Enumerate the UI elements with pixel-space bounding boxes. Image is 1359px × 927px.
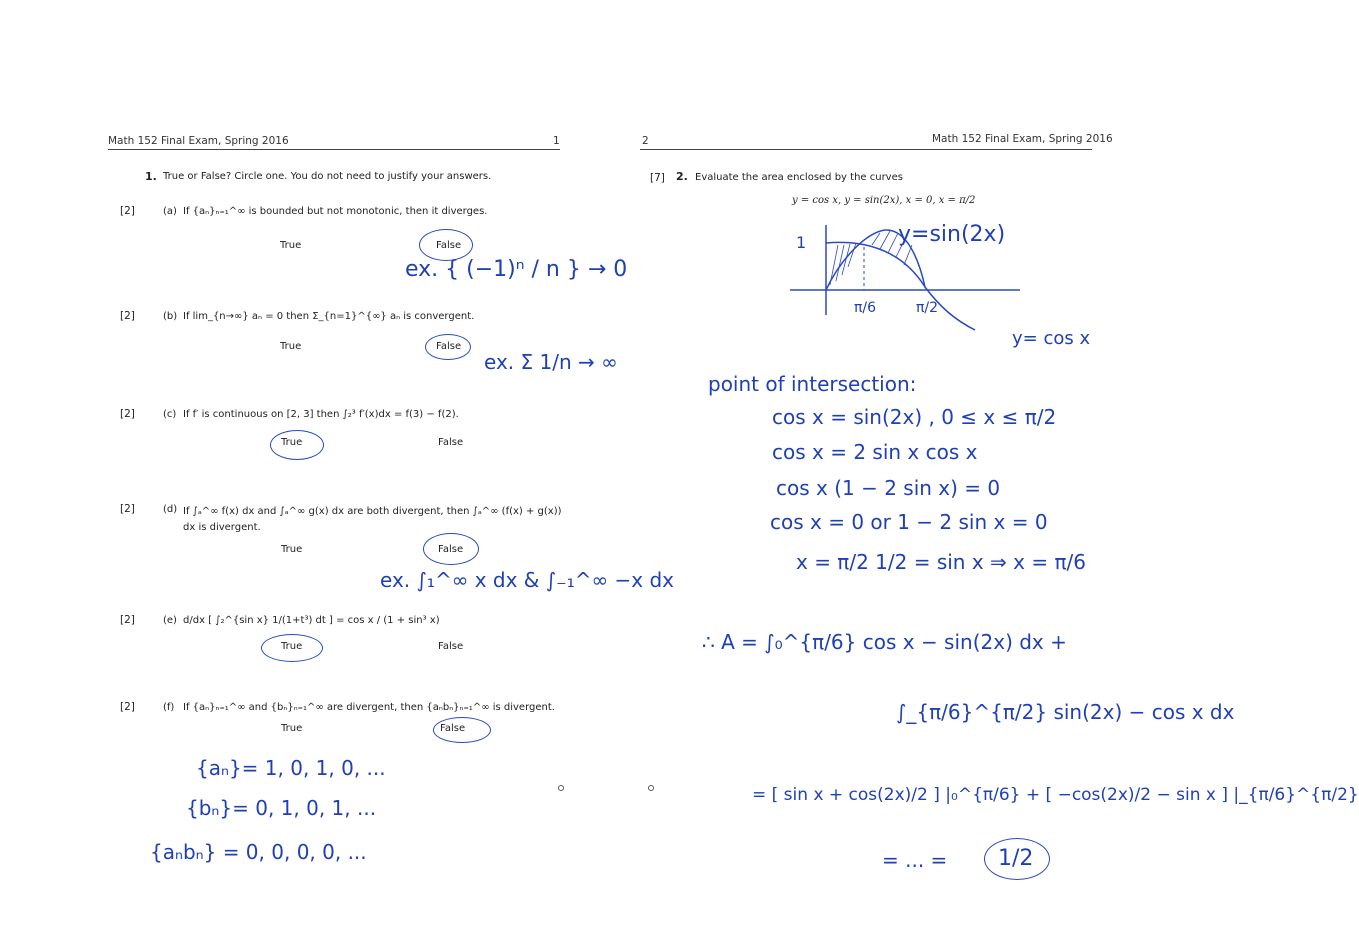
question-number: 1. <box>145 170 157 183</box>
part-points: [2] <box>120 310 135 322</box>
true-option[interactable]: True <box>281 437 303 448</box>
handwritten-example: ex. { (−1)ⁿ / n } → 0 <box>405 257 628 282</box>
work-line: = ... = <box>882 848 948 872</box>
work-line: = [ sin x + cos(2x)/2 ] |₀^{π/6} + [ −cos(2x)/2 − sin x ] |_{π/6}^{π/2} <box>752 785 1359 805</box>
page-number: 1 <box>553 135 560 147</box>
sin-curve-label: y=sin(2x) <box>898 222 1006 247</box>
part-label: (d) <box>163 504 178 515</box>
page-header-title: Math 152 Final Exam, Spring 2016 <box>108 135 289 147</box>
handwritten-sequence: {aₙbₙ} = 0, 0, 0, 0, ... <box>150 840 367 864</box>
false-option[interactable]: False <box>436 341 462 352</box>
true-option[interactable]: True <box>281 723 303 734</box>
handwritten-sequence: {bₙ}= 0, 1, 0, 1, ... <box>186 796 377 820</box>
tick-pi-6: π/6 <box>854 300 877 316</box>
work-line: ∫_{π/6}^{π/2} sin(2x) − cos x dx <box>896 700 1235 724</box>
part-label: (e) <box>163 615 177 626</box>
answer-circle <box>261 634 323 662</box>
question-instruction: Evaluate the area enclosed by the curves <box>695 172 903 183</box>
question-instruction: True or False? Circle one. You do not need to justify your answers. <box>163 171 492 182</box>
handwritten-example: ex. Σ 1/n → ∞ <box>484 350 618 374</box>
true-option[interactable]: True <box>280 341 302 352</box>
part-statement: If {aₙ}ₙ₌₁^∞ is bounded but not monotonic, then it diverges. <box>183 206 488 217</box>
true-option[interactable]: True <box>281 544 303 555</box>
part-statement: If {aₙ}ₙ₌₁^∞ and {bₙ}ₙ₌₁^∞ are divergent, then {aₙbₙ}ₙ₌₁^∞ is divergent. <box>183 702 555 713</box>
page-number: 2 <box>642 135 649 147</box>
answer-circle <box>423 533 479 565</box>
part-points: [2] <box>120 701 135 713</box>
false-option[interactable]: False <box>440 723 466 734</box>
curve-equations: y = cos x, y = sin(2x), x = 0, x = π/2 <box>792 195 976 206</box>
header-rule <box>640 149 1092 150</box>
question-number: 2. <box>676 170 688 183</box>
part-label: (a) <box>163 206 177 217</box>
part-statement: If lim_{n→∞} aₙ = 0 then Σ_{n=1}^{∞} aₙ is convergent. <box>183 311 475 322</box>
false-option[interactable]: False <box>436 240 462 251</box>
work-line: cos x = sin(2x) , 0 ≤ x ≤ π/2 <box>772 405 1057 429</box>
binder-hole <box>648 785 654 791</box>
work-line: cos x = 2 sin x cos x <box>772 440 978 464</box>
answer-circle <box>270 430 324 460</box>
part-statement: If f′ is continuous on [2, 3] then ∫₂³ f′(x)dx = f(3) − f(2). <box>183 409 459 420</box>
cos-curve-label: y= cos x <box>1012 328 1091 349</box>
false-option[interactable]: False <box>438 437 464 448</box>
true-option[interactable]: True <box>281 641 303 652</box>
true-option[interactable]: True <box>280 240 302 251</box>
part-label: (f) <box>163 702 175 713</box>
work-line: cos x = 0 or 1 − 2 sin x = 0 <box>770 510 1048 534</box>
part-points: [2] <box>120 614 135 626</box>
answer-circle <box>433 717 491 743</box>
question-points: [7] <box>650 172 665 184</box>
exam-page-1 <box>0 0 675 927</box>
part-label: (b) <box>163 311 178 322</box>
part-points: [2] <box>120 503 135 515</box>
page-header-title: Math 152 Final Exam, Spring 2016 <box>932 133 1113 145</box>
answer-circle <box>425 334 471 360</box>
part-statement: If ∫ₐ^∞ f(x) dx and ∫ₐ^∞ g(x) dx are both divergent, then ∫ₐ^∞ (f(x) + g(x)) dx is divergent. <box>183 506 562 533</box>
work-line: x = π/2 1/2 = sin x ⇒ x = π/6 <box>796 550 1086 574</box>
work-line: cos x (1 − 2 sin x) = 0 <box>776 476 1001 500</box>
false-option[interactable]: False <box>438 544 464 555</box>
final-answer: 1/2 <box>998 846 1034 871</box>
exam-page-2 <box>600 0 1359 927</box>
part-label: (c) <box>163 409 177 420</box>
handwritten-example: ex. ∫₁^∞ x dx & ∫₋₁^∞ −x dx <box>380 568 675 592</box>
y-tick-label: 1 <box>796 233 807 252</box>
tick-pi-2: π/2 <box>916 300 939 316</box>
handwritten-sequence: {aₙ}= 1, 0, 1, 0, ... <box>196 756 386 780</box>
work-line: point of intersection: <box>708 372 917 396</box>
header-rule <box>108 149 560 150</box>
part-points: [2] <box>120 205 135 217</box>
work-line: ∴ A = ∫₀^{π/6} cos x − sin(2x) dx + <box>702 630 1067 654</box>
binder-hole <box>558 785 564 791</box>
false-option[interactable]: False <box>438 641 464 652</box>
part-points: [2] <box>120 408 135 420</box>
part-statement: d/dx [ ∫₂^{sin x} 1/(1+t³) dt ] = cos x / (1 + sin³ x) <box>183 615 440 626</box>
